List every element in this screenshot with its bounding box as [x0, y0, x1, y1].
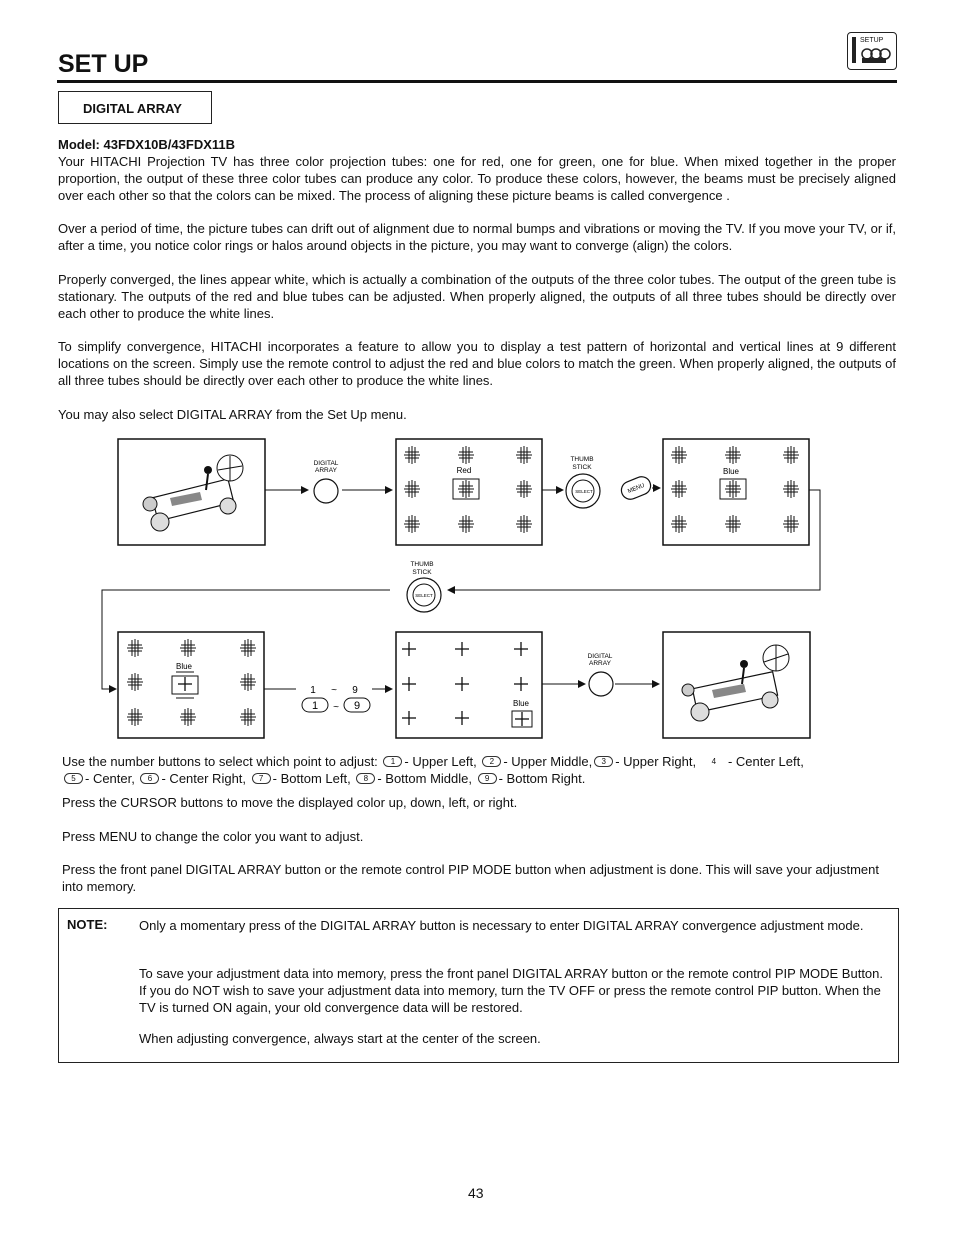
- blue-label-top: Blue: [722, 467, 740, 476]
- select-label-1: SELECT: [575, 489, 593, 494]
- point-8-label: - Bottom Middle,: [377, 771, 472, 786]
- range-sep: ~: [333, 702, 339, 713]
- range-top-1: 1: [310, 685, 316, 696]
- note-label: NOTE:: [67, 917, 108, 932]
- point-1-key: 1: [383, 756, 402, 767]
- section-tab-label: DIGITAL ARRAY: [83, 101, 182, 116]
- header-rule: [57, 80, 897, 83]
- converged-paragraph: Properly converged, the lines appear white, which is actually a combination of the outputs of the three color tubes. The output of the green tube is stationary. The outputs of the red and blue tubes can be adjusted. When properly aligned, the outputs of all three tubes should be directly over each other to produce the white lines.: [58, 272, 896, 321]
- point-9-label: - Bottom Right.: [498, 771, 586, 786]
- simplify-paragraph: To simplify convergence, HITACHI incorporates a feature to allow you to display a test pattern of horizontal and vertical lines at 9 different locations on the screen. Simply use the remote control to adjust the red and blue colors to match the green. When properly aligned, the outputs of all three tubes should be directly over each other to produce the white lines.: [58, 339, 896, 388]
- setup-icon-label: SETUP: [860, 37, 884, 44]
- point-2-key: 2: [482, 756, 501, 767]
- drift-paragraph: Over a period of time, the picture tubes can drift out of alignment due to normal bumps and vibrations or moving the TV. If you move your TV, or if, after a time, you notice color rings or halos around objects in the picture, you may want to converge (align) the colors.: [58, 221, 896, 253]
- page-number: 43: [468, 1185, 484, 1201]
- point-intro: Use the number buttons to select which point to adjust:: [62, 754, 378, 769]
- digital-array-label-b2: ARRAY: [589, 660, 611, 667]
- save-instruction: Press the front panel DIGITAL ARRAY button or the remote control PIP MODE button when adjustment is done. This will save your adjustment into memory.: [62, 862, 879, 894]
- point-2-label: - Upper Middle,: [503, 754, 593, 769]
- point-9-key: 9: [478, 773, 497, 784]
- menu-select-paragraph: You may also select DIGITAL ARRAY from the Set Up menu.: [58, 407, 407, 422]
- convergence-procedure-figure: [0, 430, 954, 750]
- point-3-key: 3: [594, 756, 613, 767]
- cursor-instruction: Press the CURSOR buttons to move the displayed color up, down, left, or right.: [62, 795, 518, 810]
- point-7-key: 7: [252, 773, 271, 784]
- point-6-label: - Center Right,: [161, 771, 247, 786]
- thumb-stick-label-2: STICK: [572, 464, 592, 471]
- red-label: Red: [456, 466, 472, 475]
- point-8-key: 8: [356, 773, 375, 784]
- range-top-9: 9: [352, 685, 358, 696]
- point-1-label: - Upper Left,: [404, 754, 477, 769]
- film-reel-icon: [848, 33, 896, 69]
- page-title: SET UP: [58, 50, 149, 78]
- number-button-9-label: 9: [353, 700, 361, 712]
- digital-array-label-2: ARRAY: [315, 467, 337, 474]
- point-selection-instructions: [62, 753, 896, 787]
- note-line-1: Only a momentary press of the DIGITAL ARRAY button is necessary to enter DIGITAL ARRAY convergence adjustment mode.: [139, 918, 864, 933]
- digital-array-label: DIGITAL: [313, 460, 339, 467]
- range-top-sep: ~: [331, 685, 337, 696]
- section-tab: [58, 91, 212, 124]
- menu-label: MENU: [627, 482, 646, 496]
- point-7-label: - Bottom Left,: [272, 771, 351, 786]
- blue-label-bottom: Blue: [175, 662, 193, 671]
- point-6-key: 6: [140, 773, 159, 784]
- model-heading: Model: 43FDX10B/43FDX11B: [58, 137, 236, 152]
- point-4-key: 4: [711, 757, 717, 766]
- thumb-stick-label-b2: STICK: [412, 569, 432, 576]
- menu-button: [619, 474, 654, 502]
- blue-label-aligned: Blue: [512, 699, 530, 708]
- digital-array-button-2: [589, 672, 613, 696]
- point-5-label: - Center,: [85, 771, 135, 786]
- intro-paragraph: Your HITACHI Projection TV has three color projection tubes: one for red, one for green, one for blue. When mixed together in the proper proportion, the output of these three color tubes can produce any color. To produce these colors, however, the beams must be precisely aligned over each other so that the colors can be mixed. The process of aligning these picture beams is called convergence .: [58, 154, 896, 203]
- setup-section-icon: [847, 32, 897, 70]
- thumb-stick-label: THUMB: [570, 456, 594, 463]
- point-5-key: 5: [64, 773, 83, 784]
- digital-array-button-1: [314, 479, 338, 503]
- note-box: [58, 908, 899, 1063]
- point-4-label: - Center Left,: [727, 754, 804, 769]
- note-line-2: To save your adjustment data into memory, press the front panel DIGITAL ARRAY button or the remote control PIP MODE Button. If you do NOT wish to save your adjustment data into memory, turn the TV OFF or press the remote control PIP button. When the TV is turned ON again, your old convergence data will be restored.: [139, 966, 884, 1015]
- digital-array-label-b: DIGITAL: [587, 653, 613, 660]
- menu-instruction: Press MENU to change the color you want to adjust.: [62, 829, 364, 844]
- aligned-screen: [396, 632, 542, 738]
- note-line-3: When adjusting convergence, always start at the center of the screen.: [139, 1031, 541, 1046]
- select-label-2: SELECT: [415, 593, 433, 598]
- thumb-stick-label-b: THUMB: [410, 561, 434, 568]
- number-button-1-label: 1: [311, 700, 319, 712]
- point-3-label: - Upper Right,: [615, 754, 697, 769]
